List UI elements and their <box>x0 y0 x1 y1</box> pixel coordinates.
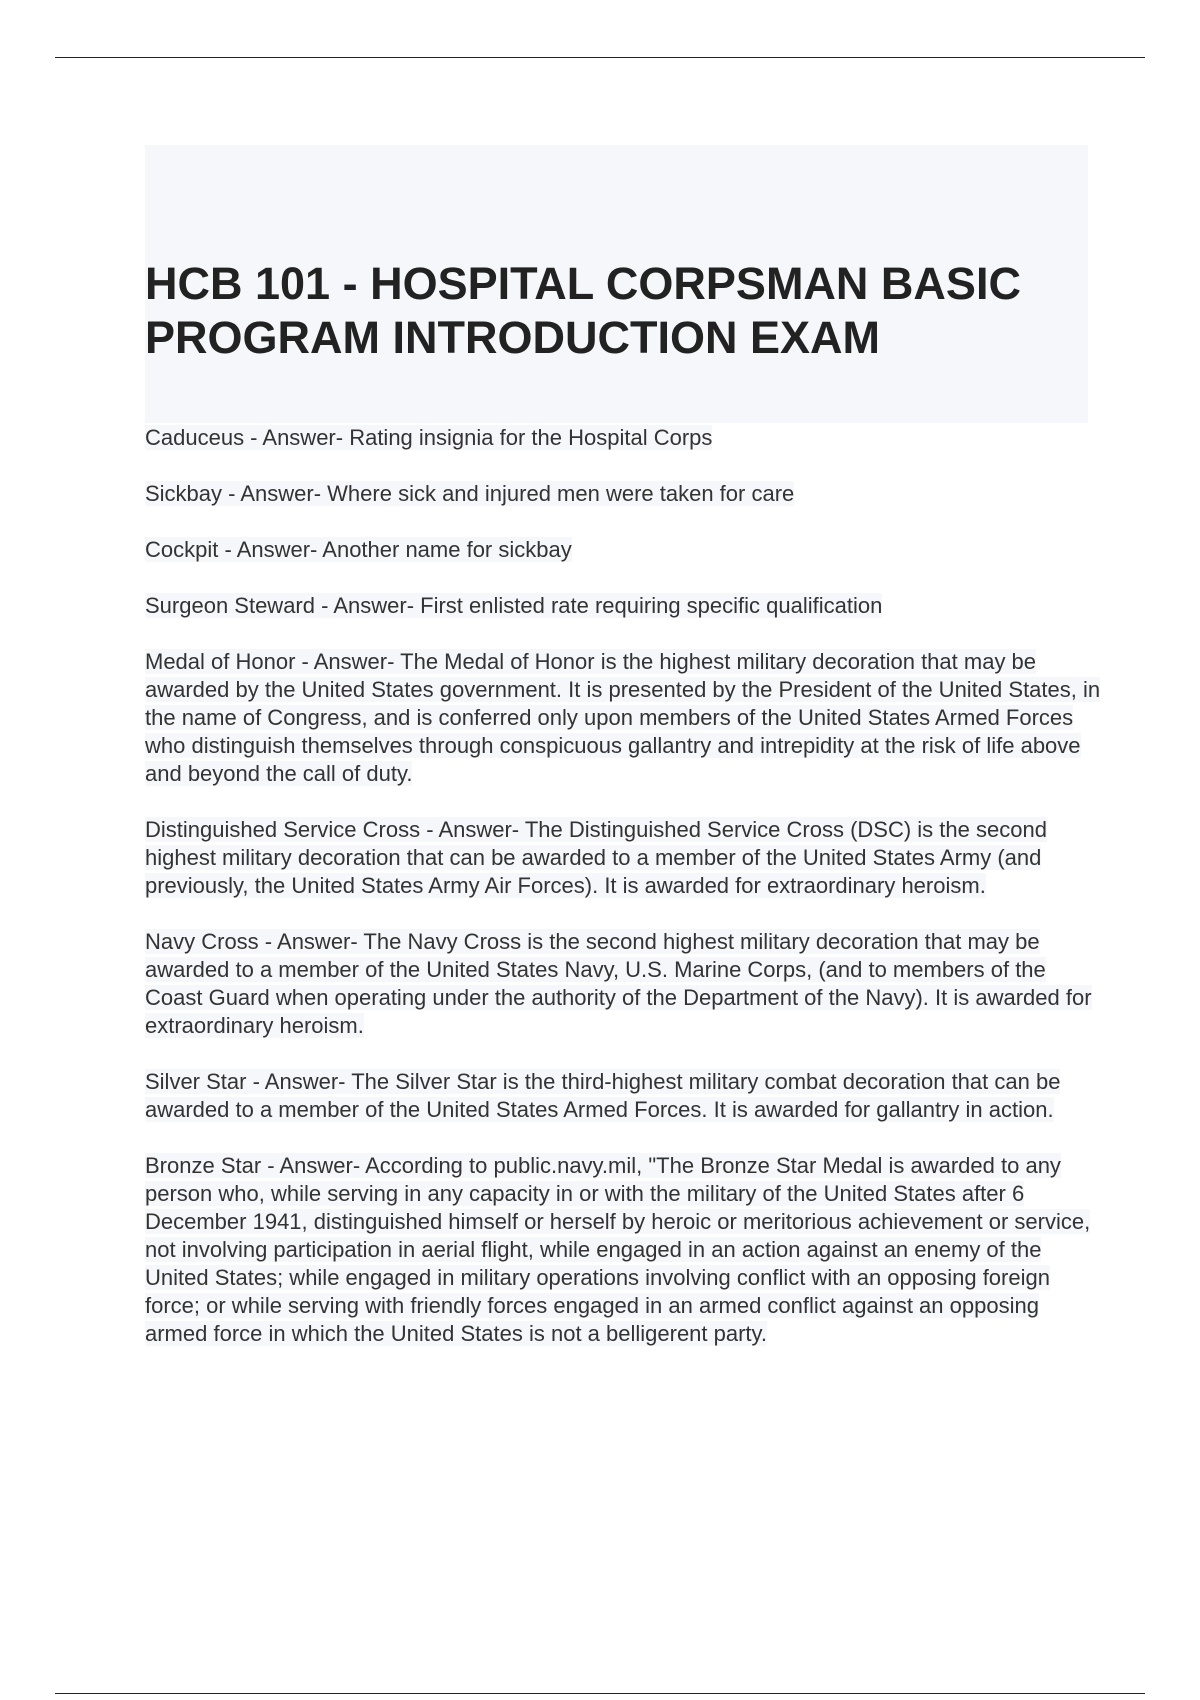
qa-item-navy-cross <box>145 928 1105 1040</box>
qa-item-surgeon-steward <box>145 592 1105 620</box>
bottom-divider <box>55 1693 1145 1694</box>
qa-item-cockpit <box>145 536 1105 564</box>
qa-text: Bronze Star - Answer- According to public.navy.mil, "The Bronze Star Medal is awarded to any person who, while serving in any capacity in or with the military of the United States after 6 December 1941, distinguished himself or herself by heroic or meritorious achievement or service, not involving participation in aerial flight, while engaged in an action against an enemy of the United States; while engaged in military operations involving conflict with an opposing foreign force; or while serving with friendly forces engaged in an armed conflict against an opposing armed force in which the United States is not a belligerent party. <box>145 1153 1091 1346</box>
qa-text: Caduceus - Answer- Rating insignia for the Hospital Corps <box>145 425 713 450</box>
qa-item-bronze-star <box>145 1152 1105 1348</box>
title-banner <box>145 145 1088 423</box>
qa-text: Silver Star - Answer- The Silver Star is the third-highest military combat decoration that can be awarded to a member of the United States Armed Forces. It is awarded for gallantry in action. <box>145 1069 1061 1122</box>
qa-text: Sickbay - Answer- Where sick and injured men were taken for care <box>145 481 795 506</box>
qa-list <box>145 424 1105 1376</box>
qa-text: Surgeon Steward - Answer- First enlisted rate requiring specific qualification <box>145 593 883 618</box>
qa-text: Distinguished Service Cross - Answer- The Distinguished Service Cross (DSC) is the second highest military decoration that can be awarded to a member of the United States Army (and previously, the United States Army Air Forces). It is awarded for extraordinary heroism. <box>145 817 1047 898</box>
qa-text: Medal of Honor - Answer- The Medal of Honor is the highest military decoration that may be awarded by the United States government. It is presented by the President of the United States, in the name of Congress, and is conferred only upon members of the United States Armed Forces who distinguish themselves through conspicuous gallantry and intrepidity at the risk of life above and beyond the call of duty. <box>145 649 1101 786</box>
qa-item-silver-star <box>145 1068 1105 1124</box>
qa-text: Cockpit - Answer- Another name for sickbay <box>145 537 572 562</box>
qa-text: Navy Cross - Answer- The Navy Cross is the second highest military decoration that may be awarded to a member of the United States Navy, U.S. Marine Corps, (and to members of the Coast Guard when operating under the authority of the Department of the Navy). It is awarded for extraordinary heroism. <box>145 929 1092 1038</box>
qa-item-sickbay <box>145 480 1105 508</box>
qa-item-medal-of-honor <box>145 648 1105 788</box>
qa-item-caduceus <box>145 424 1105 452</box>
qa-item-distinguished-service-cross <box>145 816 1105 900</box>
page-title: HCB 101 - HOSPITAL CORPSMAN BASIC PROGRAM INTRODUCTION EXAM <box>145 258 1021 363</box>
top-divider <box>55 57 1145 58</box>
